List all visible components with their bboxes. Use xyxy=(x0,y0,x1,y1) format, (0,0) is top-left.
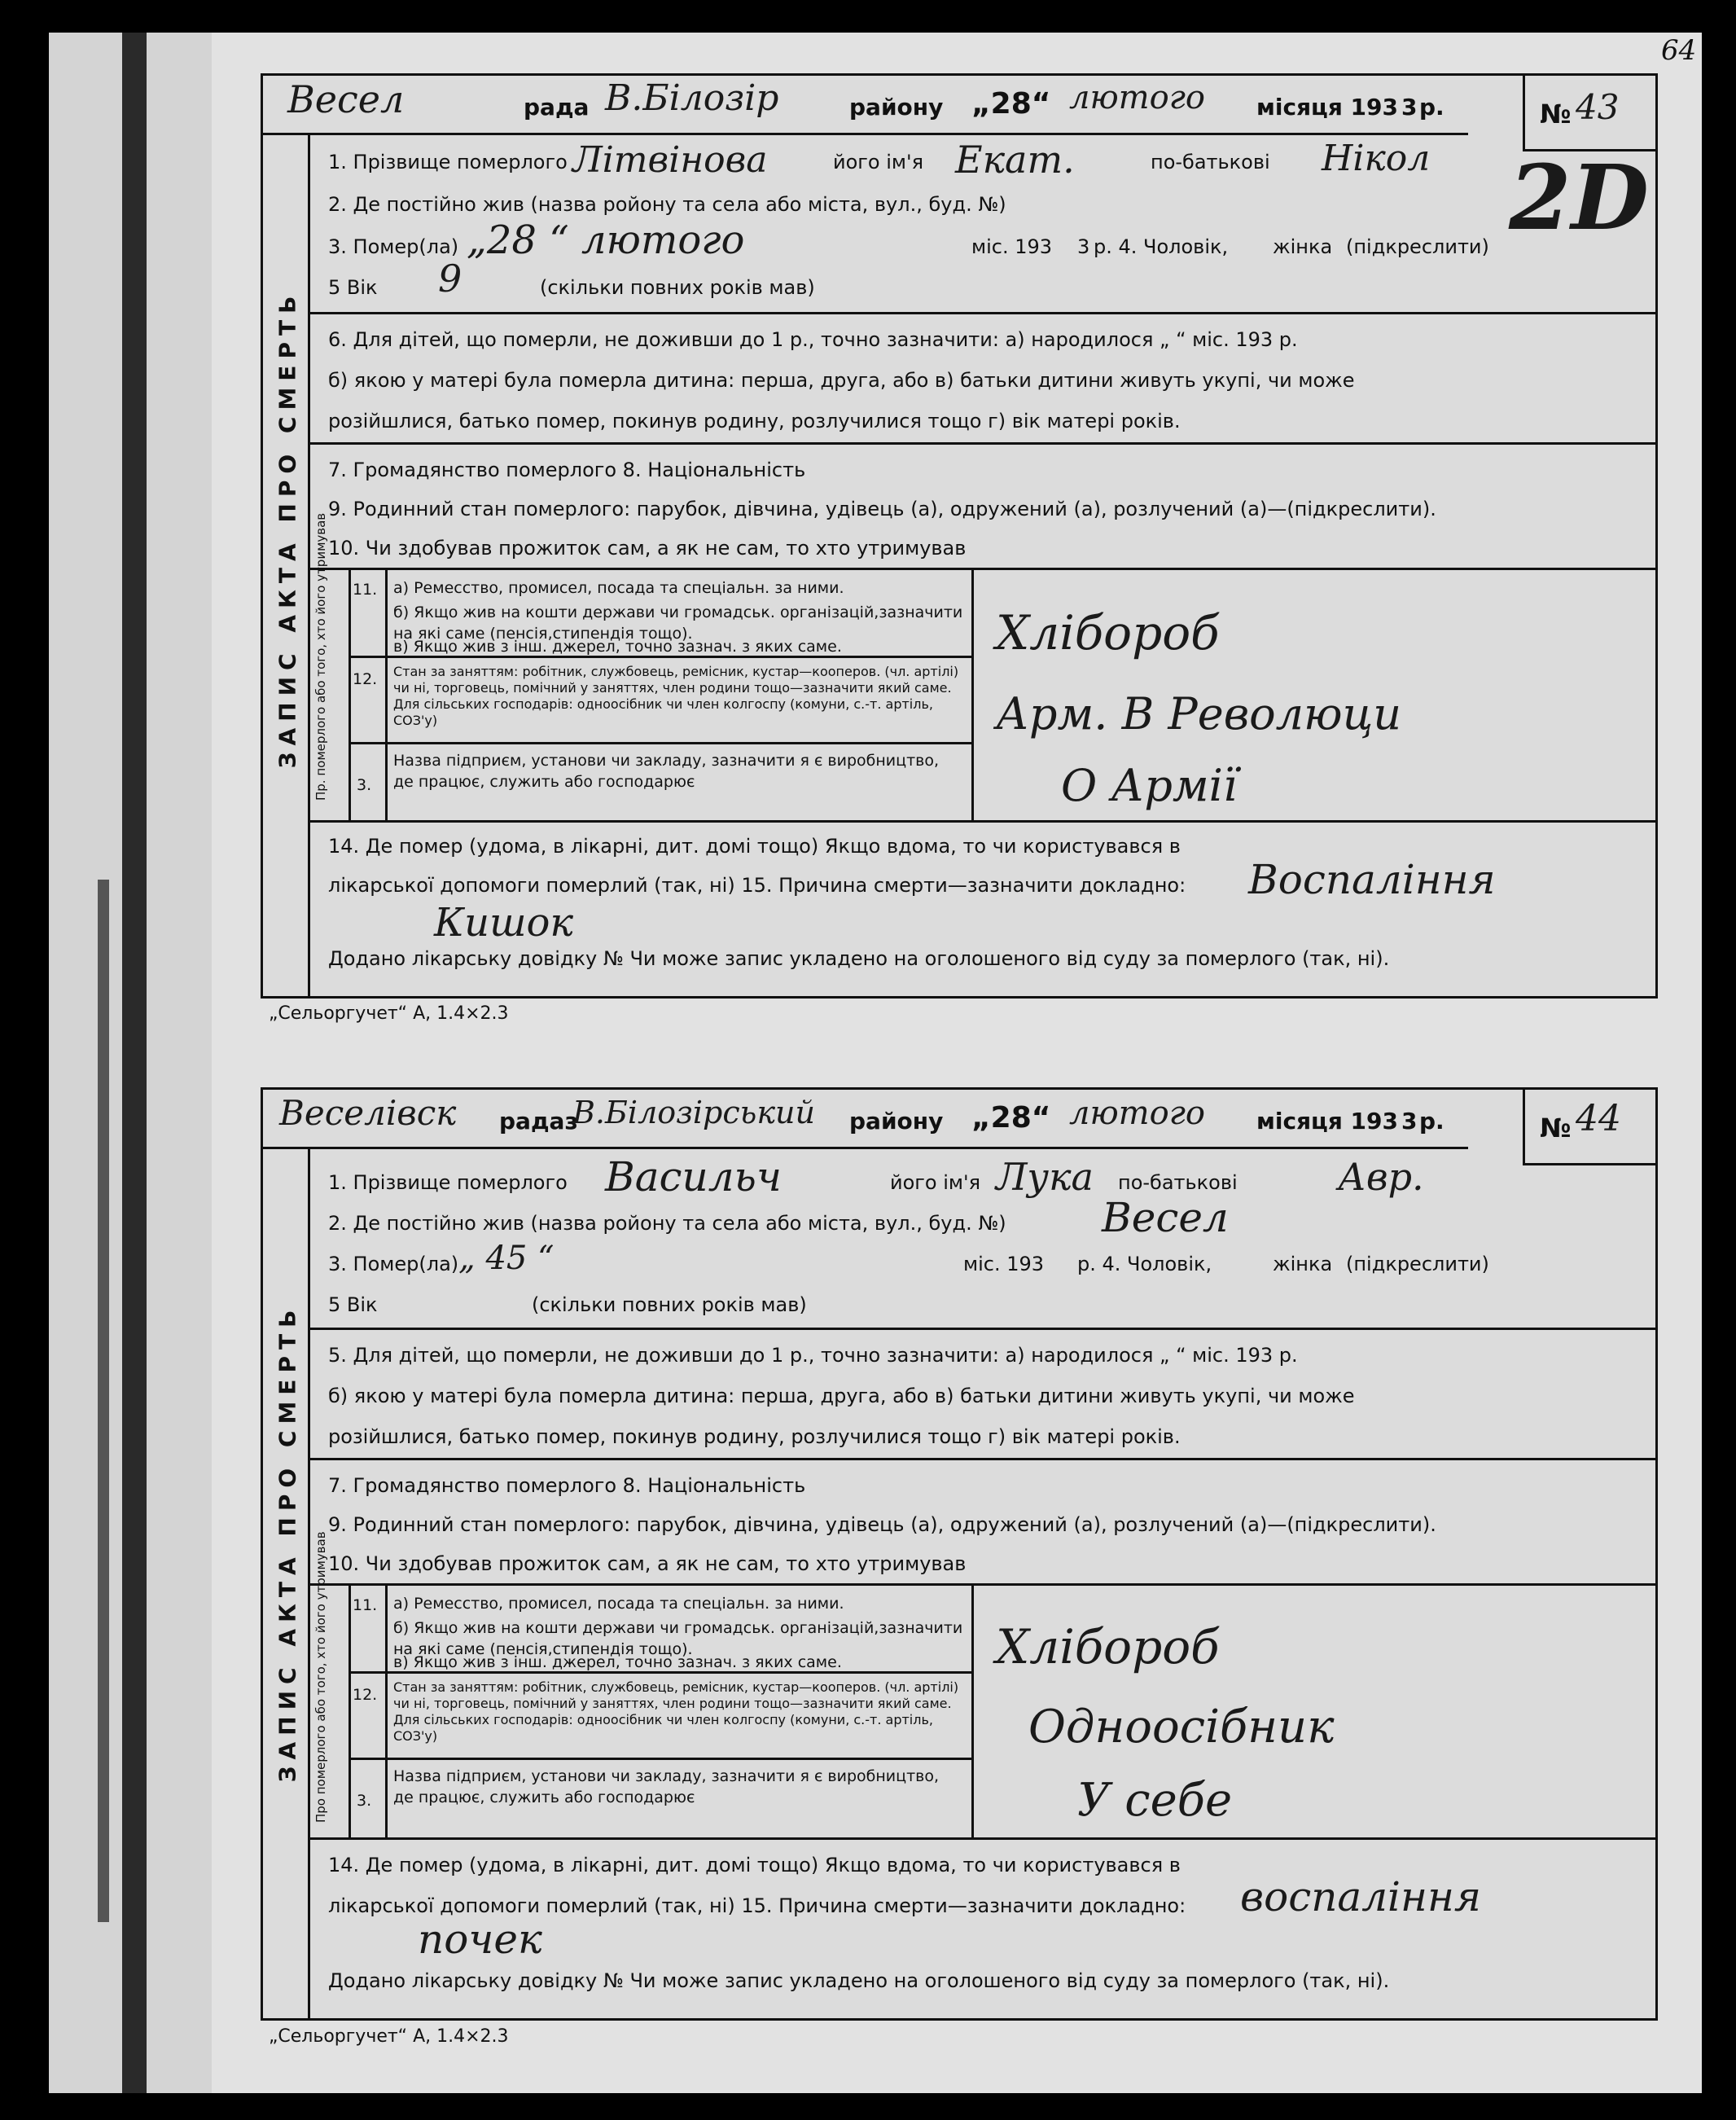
page-fold-shadow-lower xyxy=(98,880,109,1922)
surname-value: Літвінова xyxy=(572,139,768,181)
status-handwritten: Арм. В Революци xyxy=(996,688,1402,740)
place-of-death-line: 14. Де помер (удома, в лікарні, дит. домі тощо) Якщо вдома, то чи користувався в xyxy=(328,1854,1181,1876)
age-value: 9 xyxy=(438,257,462,301)
divider xyxy=(308,312,1655,314)
item-12-text: Стан за заняттям: робітник, службовець, ремісник, кустар—кооперов. (чл. артілі) чи ні, торговець, помічний у заняттях, член родини тощо—зазначити який саме. Для сільських господарів: одноосібник чи член колгоспу (комуни, с.-т. артіль, СОЗ'у) xyxy=(393,1679,959,1744)
record-number-box xyxy=(1523,76,1655,151)
underline-note: (підкреслити) xyxy=(1346,1253,1489,1275)
sex-label: р. 4. Чоловік, xyxy=(1077,1253,1212,1275)
surname-value: Васильч xyxy=(605,1153,782,1200)
side-title: ЗАПИС АКТА ПРО СМЕРТЬ xyxy=(274,1303,301,1783)
item-11-c: в) Якщо жив з інш. джерел, точно зазнач. з яких саме. xyxy=(393,638,842,656)
age-note: (скільки повних років мав) xyxy=(532,1293,807,1316)
residence-label: 2. Де постійно жив (назва ройону та села або міста, вул., буд. №) xyxy=(328,1212,1006,1235)
r-label: р. xyxy=(1419,1108,1444,1135)
death-month-label: міс. 193 xyxy=(971,235,1053,258)
divider xyxy=(308,1583,1655,1586)
child-line-b: б) якою у матері була померла дитина: перша, друга, або в) батьки дитини живуть укупі, чи може xyxy=(328,369,1355,392)
cause-of-death-line: лікарської допомоги померлий (так, ні) 15. Причина смерти—зазначити докладно: xyxy=(328,1894,1186,1917)
cause-of-death-line: лікарської допомоги померлий (так, ні) 15. Причина смерти—зазначити докладно: xyxy=(328,874,1186,897)
marital-line: 9. Родинний стан померлого: парубок, дівчина, удівець (а), одружений (а), розлучений (а)—(підкреслити). xyxy=(328,498,1436,520)
form-footer-1: „Сельоргучет“ А, 1.4×2.3 xyxy=(269,1003,509,1024)
side-title: ЗАПИС АКТА ПРО СМЕРТЬ xyxy=(274,289,301,769)
death-record-44 xyxy=(261,1087,1658,2021)
divider xyxy=(308,442,1655,445)
village-handwritten: Веселівск xyxy=(279,1093,457,1133)
citizenship-line: 7. Громадянство померлого 8. Національність xyxy=(328,459,806,481)
item-3-text: Назва підприєм, установи чи закладу, зазначити я є виробництво, де працює, служить або господарює xyxy=(393,1767,940,1806)
occupation-handwritten: Хлібороб xyxy=(996,605,1220,661)
age-label: 5 Вік xyxy=(328,276,378,299)
divider xyxy=(308,1328,1655,1330)
cause-handwritten-1: Воспаління xyxy=(1248,856,1496,903)
item-11-a: а) Ремесство, промисел, посада та спеціальн. за ними. xyxy=(393,1595,844,1613)
month-handwritten: лютого xyxy=(1069,1095,1205,1132)
day-value: „28“ xyxy=(971,87,1051,121)
item-3-num: 3. xyxy=(357,776,372,794)
underline-note: (підкреслити) xyxy=(1346,235,1489,258)
divider xyxy=(349,656,971,658)
patronymic-value: Авр. xyxy=(1338,1155,1424,1199)
divider xyxy=(385,568,388,820)
record-number: 43 xyxy=(1576,87,1620,127)
age-label: 5 Вік xyxy=(328,1293,378,1316)
sex-female: жінка xyxy=(1273,235,1333,258)
citizenship-line: 7. Громадянство померлого 8. Національність xyxy=(328,1474,806,1497)
death-date-label: 3. Помер(ла) xyxy=(328,235,459,258)
divider xyxy=(349,568,351,820)
support-vertical-label: Пр. померлого або того, хто його утримував xyxy=(313,512,328,801)
record-header xyxy=(263,1090,1468,1149)
divider xyxy=(308,820,1655,823)
rayonu-label: району xyxy=(849,1108,944,1135)
item-11-b: б) Якщо жив на кошти держави чи громадськ. організацій,зазначити на які саме (пенсія,стипендія тощо). xyxy=(393,604,963,643)
support-vertical-label: Про померлого або того, хто його утримував xyxy=(313,1531,328,1823)
support-line: 10. Чи здобував прожиток сам, а як не сам, то хто утримував xyxy=(328,537,967,560)
year-digit: 3 xyxy=(1401,94,1418,121)
death-date-value: „28 “ лютого xyxy=(467,217,745,263)
patronymic-label: по-батькові xyxy=(1151,151,1270,173)
r-label: р. xyxy=(1419,94,1444,121)
sex-female: жінка xyxy=(1273,1253,1333,1275)
item-11-c: в) Якщо жив з інш. джерел, точно зазнач. з яких саме. xyxy=(393,1653,842,1671)
death-year-digit: 3 xyxy=(1077,235,1090,258)
district-handwritten: В.Білозір xyxy=(605,77,779,119)
residence-value: Весел xyxy=(1102,1194,1229,1241)
number-label: № xyxy=(1540,1113,1572,1143)
rada-label: радаз xyxy=(499,1108,578,1135)
patronymic-label: по-батькові xyxy=(1118,1171,1238,1194)
occupation-handwritten: Хлібороб xyxy=(996,1619,1220,1674)
record-header xyxy=(263,76,1468,135)
death-record-43 xyxy=(261,73,1658,999)
item-3-text: Назва підприєм, установи чи закладу, зазначити я є виробництво, де працює, служить або господарює xyxy=(393,752,940,791)
cause-handwritten-1: воспаління xyxy=(1240,1873,1482,1920)
death-date-label: 3. Помер(ла) xyxy=(328,1253,459,1275)
number-label: № xyxy=(1540,99,1572,129)
child-line-b: б) якою у матері була померла дитина: перша, друга, або в) батьки дитини живуть укупі, чи може xyxy=(328,1385,1355,1407)
name-value: Екат. xyxy=(955,138,1075,182)
divider xyxy=(349,1671,971,1674)
record-number: 44 xyxy=(1576,1098,1621,1139)
support-line: 10. Чи здобував прожиток сам, а як не сам, то хто утримував xyxy=(328,1552,967,1575)
item-11-a: а) Ремесство, промисел, посада та спеціальн. за ними. xyxy=(393,579,844,597)
divider xyxy=(385,1583,388,1837)
misyatsya-label: місяця 193 xyxy=(1256,1108,1398,1135)
side-title-column xyxy=(263,133,310,996)
page-fold-shadow xyxy=(122,33,147,2093)
child-line-c: розійшлися, батько помер, покинув родину, розлучилися тощо г) вік матері років. xyxy=(328,410,1181,432)
divider xyxy=(971,1583,974,1837)
divider xyxy=(349,1583,351,1837)
workplace-handwritten: О Армії xyxy=(1061,760,1238,811)
record-number-box xyxy=(1523,1090,1655,1165)
item-11-num: 11. xyxy=(353,581,378,599)
divider xyxy=(308,1458,1655,1460)
item-11-num: 11. xyxy=(353,1596,378,1614)
marital-line: 9. Родинний стан померлого: парубок, дівчина, удівець (а), одружений (а), розлучений (а)—(підкреслити). xyxy=(328,1513,1436,1536)
status-handwritten: Одноосібник xyxy=(1028,1701,1335,1753)
rada-label: рада xyxy=(524,94,590,121)
margin-mark: 2D xyxy=(1509,145,1649,250)
certificate-line: Додано лікарську довідку № Чи може запис укладено на оголошеного від суду за померлого (так, ні). xyxy=(328,1969,1390,1992)
certificate-line: Додано лікарську довідку № Чи може запис укладено на оголошеного від суду за померлого (так, ні). xyxy=(328,947,1390,970)
place-of-death-line: 14. Де помер (удома, в лікарні, дит. домі тощо) Якщо вдома, то чи користувався в xyxy=(328,835,1181,858)
divider xyxy=(971,568,974,820)
divider xyxy=(349,742,971,744)
side-title-column xyxy=(263,1147,310,2018)
month-handwritten: лютого xyxy=(1069,79,1205,116)
sex-label: р. 4. Чоловік, xyxy=(1094,235,1229,258)
item-12-num: 12. xyxy=(353,670,378,688)
form-footer-2: „Сельоргучет“ А, 1.4×2.3 xyxy=(269,2026,509,2047)
rayonu-label: району xyxy=(849,94,944,121)
surname-label: 1. Прізвище померлого xyxy=(328,1171,568,1194)
divider xyxy=(308,568,1655,570)
patronymic-value: Нікол xyxy=(1322,138,1431,179)
divider xyxy=(308,1837,1655,1840)
name-value: Лука xyxy=(996,1155,1094,1199)
cause-handwritten-2: почек xyxy=(418,1916,542,1963)
day-value: „28“ xyxy=(971,1101,1051,1135)
page-number-mark: 64 xyxy=(1661,34,1697,67)
village-handwritten: Весел xyxy=(287,77,405,121)
year-digit: 3 xyxy=(1401,1108,1418,1135)
item-3-num: 3. xyxy=(357,1792,372,1810)
district-handwritten: В.Білозірський xyxy=(572,1095,815,1130)
item-11-b: б) Якщо жив на кошти держави чи громадськ. організацій,зазначити на які саме (пенсія,стипендія тощо). xyxy=(393,1619,963,1658)
item-12-num: 12. xyxy=(353,1686,378,1704)
cause-handwritten-2: Кишок xyxy=(434,900,574,946)
death-month-label: міс. 193 xyxy=(963,1253,1045,1275)
child-line-a: 6. Для дітей, що померли, не доживши до 1 р., точно зазначити: а) народилося „ “ міс. 193 р. xyxy=(328,328,1298,351)
age-note: (скільки повних років мав) xyxy=(540,276,815,299)
surname-label: 1. Прізвище померлого xyxy=(328,151,568,173)
divider xyxy=(349,1758,971,1760)
workplace-handwritten: У себе xyxy=(1077,1774,1233,1827)
name-label: його ім'я xyxy=(890,1171,981,1194)
child-line-a: 5. Для дітей, що померли, не доживши до 1 р., точно зазначити: а) народилося „ “ міс. 193 р. xyxy=(328,1344,1298,1367)
child-line-c: розійшлися, батько помер, покинув родину, розлучилися тощо г) вік матері років. xyxy=(328,1425,1181,1448)
name-label: його ім'я xyxy=(833,151,924,173)
death-date-value: „ 45 “ xyxy=(458,1240,555,1277)
item-12-text: Стан за заняттям: робітник, службовець, ремісник, кустар—кооперов. (чл. артілі) чи ні, торговець, помічний у заняттях, член родини тощо—зазначити який саме. Для сільських господарів: одноосібник чи член колгоспу (комуни, с.-т. артіль, СОЗ'у) xyxy=(393,664,959,728)
residence-label: 2. Де постійно жив (назва ройону та села або міста, вул., буд. №) xyxy=(328,193,1006,216)
misyatsya-label: місяця 193 xyxy=(1256,94,1398,121)
